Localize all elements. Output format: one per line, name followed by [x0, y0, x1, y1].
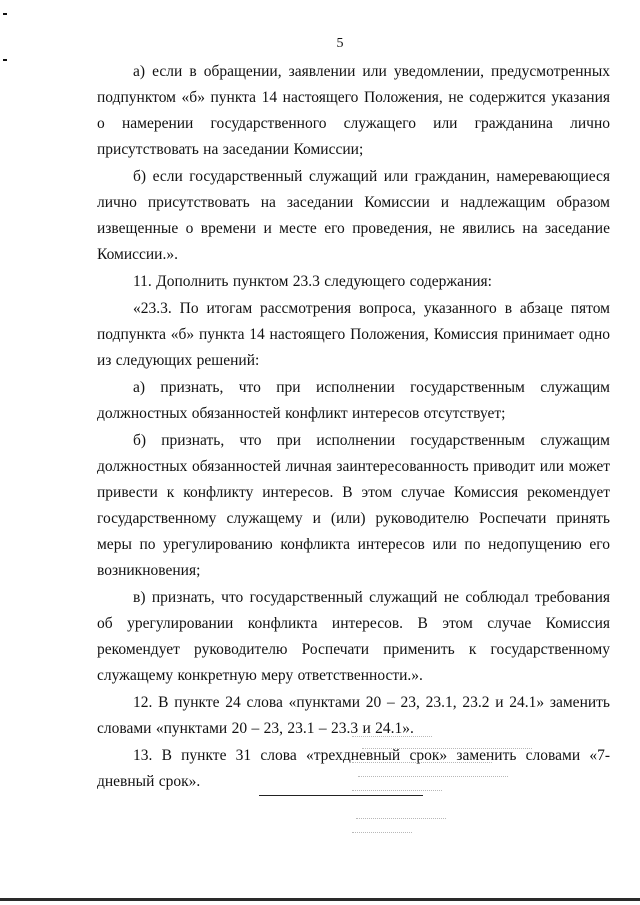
faded-stamp	[352, 732, 552, 842]
paragraph-b-first: б) если государственный служащий или гражданин, намеревающиеся лично присутствовать на заседании Комиссии и надлежащим образом извещенные о времени и месте его проведения, не явились на заседание Комиссии.».	[97, 168, 610, 263]
paragraph-a-first: а) если в обращении, заявлении или уведомлении, предусмотренных подпунктом «б» пункта 14 настоящего Положения, не содержится указания о намерении государственного служащего или гражданина лично присутствовать на заседании Комиссии;	[97, 63, 610, 158]
paragraph-decision-b: б) признать, что при исполнении государственным служащим должностных обязанностей личная заинтересованность приводит или может привести к конфликту интересов. В этом случае Комиссия рекомендует государственному служащему и (или) руководителю Роспечати принять меры по урегулированию конфликта интересов или по недопущению его возникновения;	[97, 432, 610, 579]
scan-mark	[3, 13, 7, 15]
signature-line	[259, 795, 423, 796]
paragraph-item-11: 11. Дополнить пунктом 23.3 следующего содержания:	[133, 273, 492, 290]
paragraph-item-12: 12. В пункте 24 слова «пунктами 20 – 23, 23.1, 23.2 и 24.1» заменить словами «пунктами 20 – 23, 23.1 – 23.3 и 24.1».	[97, 694, 610, 737]
paragraph-item-13: 13. В пункте 31 слова «трехдневный срок» заменить словами «7-дневный срок».	[97, 747, 610, 790]
scan-bottom-edge	[0, 898, 640, 901]
scan-mark	[3, 59, 7, 61]
document-body	[97, 59, 610, 796]
paragraph-decision-a: а) признать, что при исполнении государственным служащим должностных обязанностей конфликт интересов отсутствует;	[97, 379, 610, 422]
page-number: 5	[336, 36, 344, 51]
paragraph-decision-v: в) признать, что государственный служащий не соблюдал требования об урегулировании конфликта интересов. В этом случае Комиссия рекомендует руководителю Роспечати применить к государственному служащему конкретную меру ответственности.».	[97, 589, 610, 684]
paragraph-item-23-3: «23.3. По итогам рассмотрения вопроса, указанного в абзаце пятом подпункта «б» пункта 14 настоящего Положения, Комиссия принимает одно из следующих решений:	[97, 300, 610, 369]
